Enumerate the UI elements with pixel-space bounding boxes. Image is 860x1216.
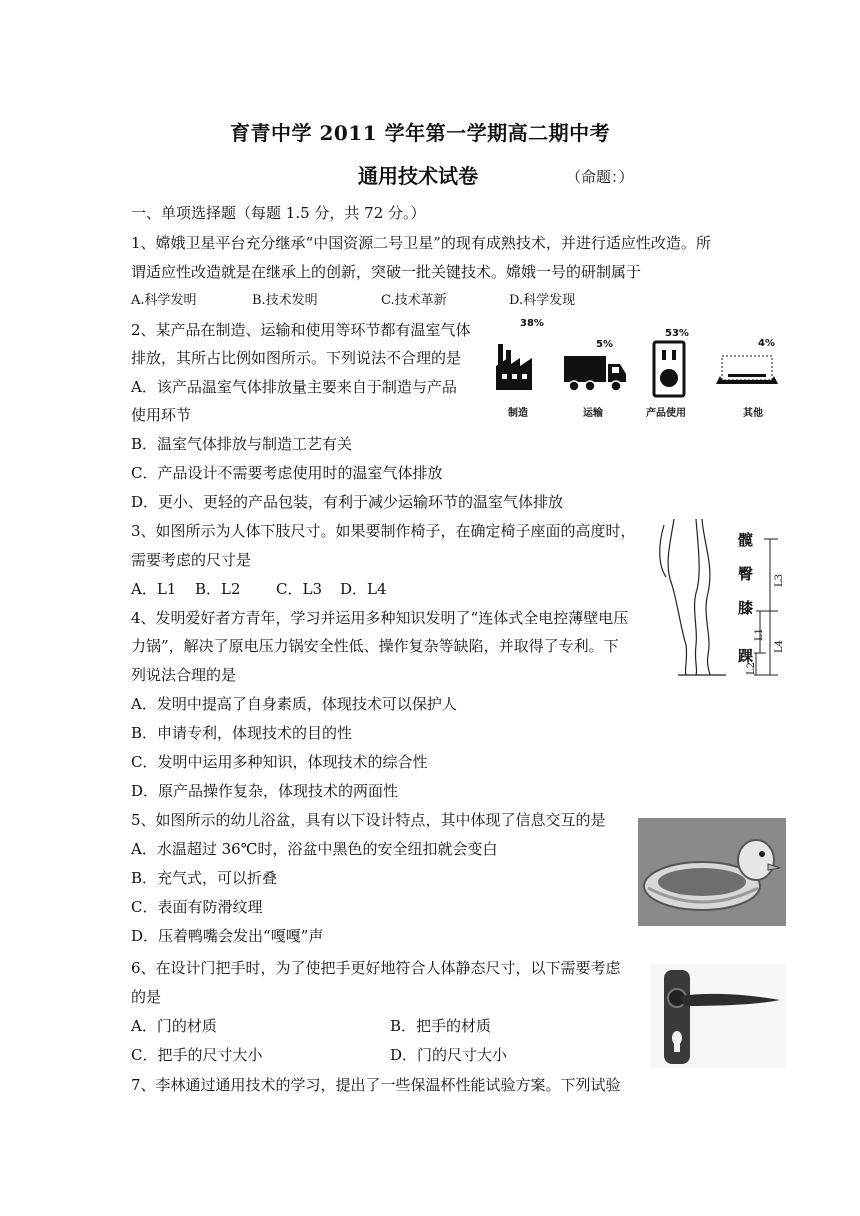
pct-use: 53% bbox=[665, 328, 689, 339]
label-knee: 膝 bbox=[738, 599, 754, 617]
q6-option-d: D．门的尺寸大小 bbox=[390, 1046, 508, 1064]
q1-stem-line2: 谓适应性改造就是在继承上的创新，突破一批关键技术。嫦娥一号的研制属于 bbox=[131, 263, 642, 281]
q5-option-c: C．表面有防滑纹理 bbox=[131, 898, 263, 916]
q2-option-c: C．产品设计不需要考虑使用时的温室气体排放 bbox=[131, 464, 443, 482]
q5-option-d: D．压着鸭嘴会发出“嘎嘎”声 bbox=[131, 927, 324, 945]
q2-option-d: D．更小、更轻的产品包装，有利于减少运输环节的温室气体排放 bbox=[131, 493, 564, 511]
q4-stem-line2: 力锅”，解决了原电压力锅安全性低、操作复杂等缺陷，并取得了专利。下 bbox=[131, 637, 619, 655]
q2-stem-line1: 2、某产品在制造、运输和使用等环节都有温室气体 bbox=[131, 321, 471, 339]
q3-option-b: B．L2 bbox=[195, 580, 241, 598]
dim-l2: L2 bbox=[746, 661, 758, 676]
q3-option-c: C．L3 bbox=[276, 580, 322, 598]
label-buttock: 臀 bbox=[738, 565, 754, 583]
pct-transport: 5% bbox=[596, 339, 613, 350]
power-outlet-icon bbox=[652, 340, 686, 398]
dim-l1: L1 bbox=[754, 627, 766, 642]
pct-manufacture: 38% bbox=[520, 318, 544, 329]
label-transport: 运输 bbox=[583, 408, 603, 419]
label-use: 产品使用 bbox=[646, 408, 686, 419]
leg-dimension-figure bbox=[656, 515, 786, 680]
dimension-lines bbox=[752, 535, 782, 680]
pct-other: 4% bbox=[758, 338, 775, 349]
other-icon bbox=[714, 352, 780, 392]
truck-icon bbox=[562, 354, 628, 394]
q3-option-d: D．L4 bbox=[340, 580, 387, 598]
label-manufacture: 制造 bbox=[508, 408, 528, 419]
dim-l4: L4 bbox=[774, 639, 786, 654]
q4-option-b: B．申请专利，体现技术的目的性 bbox=[131, 724, 353, 742]
q6-option-b: B．把手的材质 bbox=[390, 1017, 492, 1035]
exam-subtitle: 通用技术试卷 bbox=[358, 164, 478, 188]
emission-figure bbox=[488, 312, 788, 422]
q3-stem-line2: 需要考虑的尺寸是 bbox=[131, 551, 252, 569]
door-handle-photo bbox=[650, 964, 786, 1068]
dim-l3: L3 bbox=[774, 573, 786, 588]
section-heading: 一、单项选择题（每题 1.5 分，共 72 分。） bbox=[131, 204, 426, 222]
q4-option-d: D．原产品操作复杂，体现技术的两面性 bbox=[131, 782, 399, 800]
q2-option-a-line2: 使用环节 bbox=[131, 406, 192, 424]
q6-option-a: A．门的材质 bbox=[131, 1017, 217, 1035]
author-note: （命题：） bbox=[566, 168, 634, 186]
q2-option-b: B．温室气体排放与制造工艺有关 bbox=[131, 435, 353, 453]
q4-option-a: A．发明中提高了自身素质，体现技术可以保护人 bbox=[131, 695, 457, 713]
label-other: 其他 bbox=[743, 408, 763, 419]
q2-option-a-line1: A．该产品温室气体排放量主要来自于制造与产品 bbox=[131, 378, 457, 396]
q5-option-a: A．水温超过 36℃时，浴盆中黑色的安全纽扣就会变白 bbox=[131, 840, 498, 858]
baby-bath-photo bbox=[638, 818, 786, 926]
q6-option-c: C．把手的尺寸大小 bbox=[131, 1046, 263, 1064]
q1-option-b: B.技术发明 bbox=[252, 293, 318, 308]
q1-option-c: C.技术革新 bbox=[381, 293, 447, 308]
label-hip: 髋 bbox=[738, 531, 754, 549]
q4-option-c: C．发明中运用多种知识，体现技术的综合性 bbox=[131, 753, 428, 771]
q5-option-b: B．充气式，可以折叠 bbox=[131, 869, 278, 887]
label-ankle: 踝 bbox=[738, 647, 754, 665]
q4-stem-line3: 列说法合理的是 bbox=[131, 666, 237, 684]
q7-stem-line1: 7、李林通过通用技术的学习，提出了一些保温杯性能试验方案。下列试验 bbox=[131, 1076, 621, 1094]
exam-title: 育青中学 2011 学年第一学期高二期中考 bbox=[230, 121, 611, 145]
q6-stem-line1: 6、在设计门把手时，为了使把手更好地符合人体静态尺寸，以下需要考虑 bbox=[131, 959, 621, 977]
q3-stem-line1: 3、如图所示为人体下肢尺寸。如果要制作椅子，在确定椅子座面的高度时， bbox=[131, 522, 636, 540]
legs-drawing bbox=[656, 515, 736, 680]
q2-stem-line2: 排放，其所占比例如图所示。下列说法不合理的是 bbox=[131, 349, 462, 367]
q6-stem-line2: 的是 bbox=[131, 988, 162, 1006]
q1-option-d: D.科学发现 bbox=[509, 293, 576, 308]
q4-stem-line1: 4、发明爱好者方青年，学习并运用多种知识发明了“连体式全电控薄壁电压 bbox=[131, 609, 629, 627]
q3-option-a: A．L1 bbox=[131, 580, 177, 598]
q5-stem-line1: 5、如图所示的幼儿浴盆，具有以下设计特点，其中体现了信息交互的是 bbox=[131, 811, 606, 829]
q1-stem-line1: 1、嫦娥卫星平台充分继承“中国资源二号卫星”的现有成熟技术，并进行适应性改造。所 bbox=[131, 234, 711, 252]
factory-icon bbox=[494, 342, 538, 392]
q1-option-a: A.科学发明 bbox=[131, 293, 197, 308]
